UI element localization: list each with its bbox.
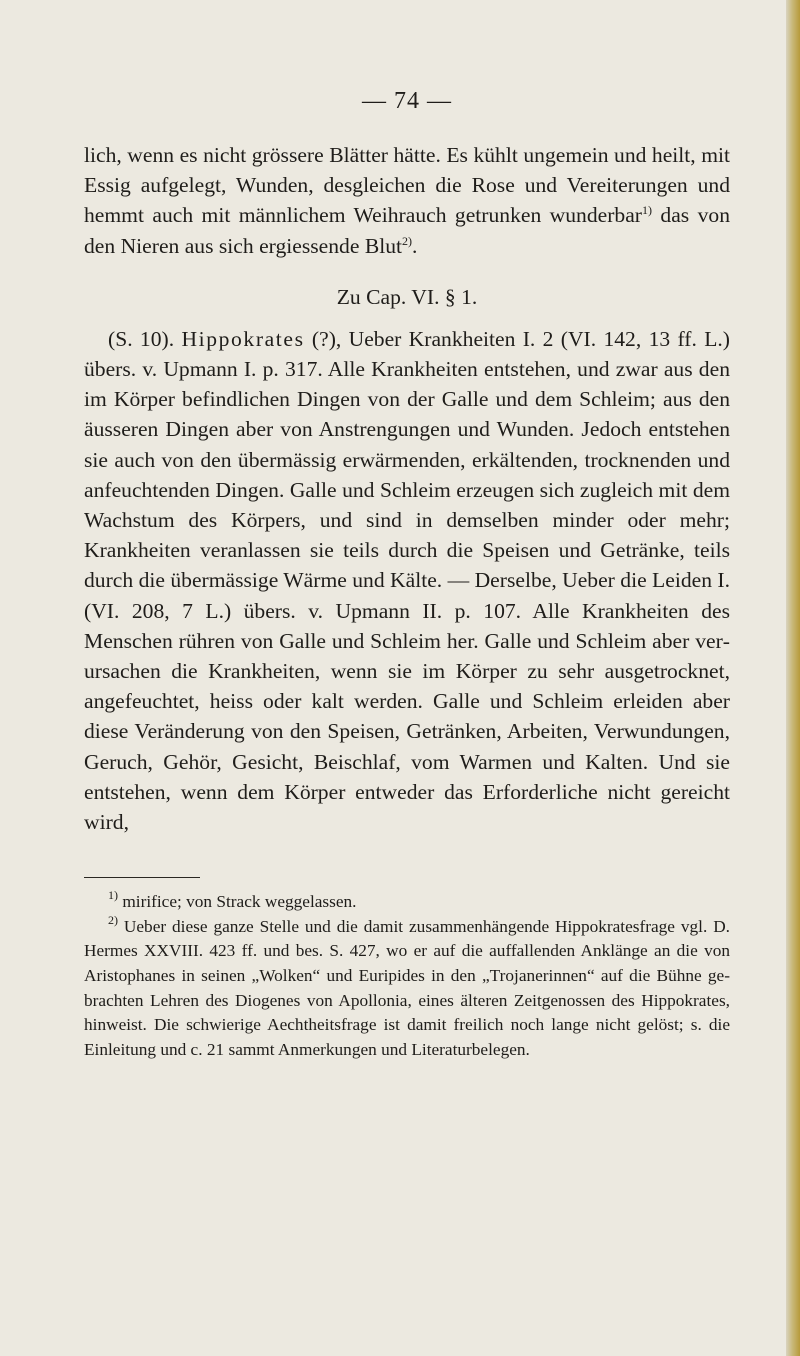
paragraph-continued bbox=[84, 140, 730, 261]
footnotes bbox=[84, 890, 730, 1062]
para1-text-a: lich, wenn es nicht grössere Blätter hätte. Es kühlt ungemein und heilt, mit Essig aufgelegt, Wunden, desgleichen die Rose und Vereiterungen und hemmt auch mit männlichem Weihrauch getrunken wunderbar bbox=[84, 143, 730, 228]
footnote-mark-2: 2) bbox=[108, 912, 118, 927]
footnote-1 bbox=[84, 890, 730, 915]
footnote-mark-1: 1) bbox=[108, 888, 118, 903]
book-page bbox=[84, 88, 730, 1062]
para1-text-c: . bbox=[412, 233, 418, 258]
footnote-2 bbox=[84, 912, 730, 1063]
paragraph-commentary bbox=[84, 324, 730, 837]
page-edge-binding bbox=[786, 0, 800, 1356]
footnote-divider bbox=[84, 877, 200, 878]
section-heading: Zu Cap. VI. § 1. bbox=[336, 284, 478, 309]
author-name: Hippokrates bbox=[181, 326, 305, 351]
footnote-ref-1: 1) bbox=[642, 203, 652, 218]
para1-text-b: das von den Nieren aus sich ergiessende Blut bbox=[84, 203, 730, 258]
page-number: — 74 — bbox=[362, 88, 452, 114]
footnote-1-text: mirifice; von Strack weggelassen. bbox=[118, 892, 357, 912]
footnote-2-text: Ueber diese ganze Stelle und die damit zusammenhängende Hippokratesfrage vgl. D. Hermes XXVIII. 423 ff. und bes. S. 427, wo er auf die auffallenden Anklänge an die von Aristophanes in seinen „Wolken“ und Euripides in den „Trojanerinnen“ auf die Bühne gebrachten Lehren des Diogenes von Apollonia, eines älteren Zeitgenossen des Hippokrates, hinweist. Die schwierige Aechtheitsfrage ist damit freilich noch lange nicht gelöst; s. die Einleitung und c. 21 sammt Anmerkungen und Literaturbelegen. bbox=[84, 916, 730, 1059]
para2-text: (?), Ueber Krankheiten I. 2 (VI. 142, 13 ff. L.) übers. v. Upmann I. p. 317. Alle Krankheiten entstehen, und zwar aus den im Körper befindlichen Dingen von der Galle und dem Schleim; aus den äusseren Dingen aber von Anstrengungen und Wunden. Jedoch entstehen sie auch von den übermässig erwärmenden, erkältenden, trocknenden und anfeuchtenden Dingen. Galle und Schleim erzeugen sich zugleich mit dem Wachstum des Körpers, und sind in demselben minder oder mehr; Krankheiten veranlassen sie teils durch die Speisen und Getränke, teils durch die übermässige Wärme und Kälte. — Derselbe, Ueber die Leiden I. (VI. 208, 7 L.) übers. v. Upmann II. p. 107. Alle Krankheiten des Menschen rühren von Galle und Schleim her. Galle und Schleim aber verursachen die Krankheiten, wenn sie im Körper zu sehr ausgetrocknet, angefeuchtet, heiss oder kalt werden. Galle und Schleim erleiden aber diese Veränderung von den Speisen, Getränken, Arbeiten, Verwundungen, Geruch, Gehör, Gesicht, Beischlaf, vom Warmen und Kalten. Und sie entstehen, wenn dem Körper entweder das Erforderliche nicht gereicht wird, bbox=[84, 326, 730, 835]
footnote-ref-2: 2) bbox=[402, 233, 413, 248]
para2-prefix: (S. 10). bbox=[108, 326, 182, 351]
